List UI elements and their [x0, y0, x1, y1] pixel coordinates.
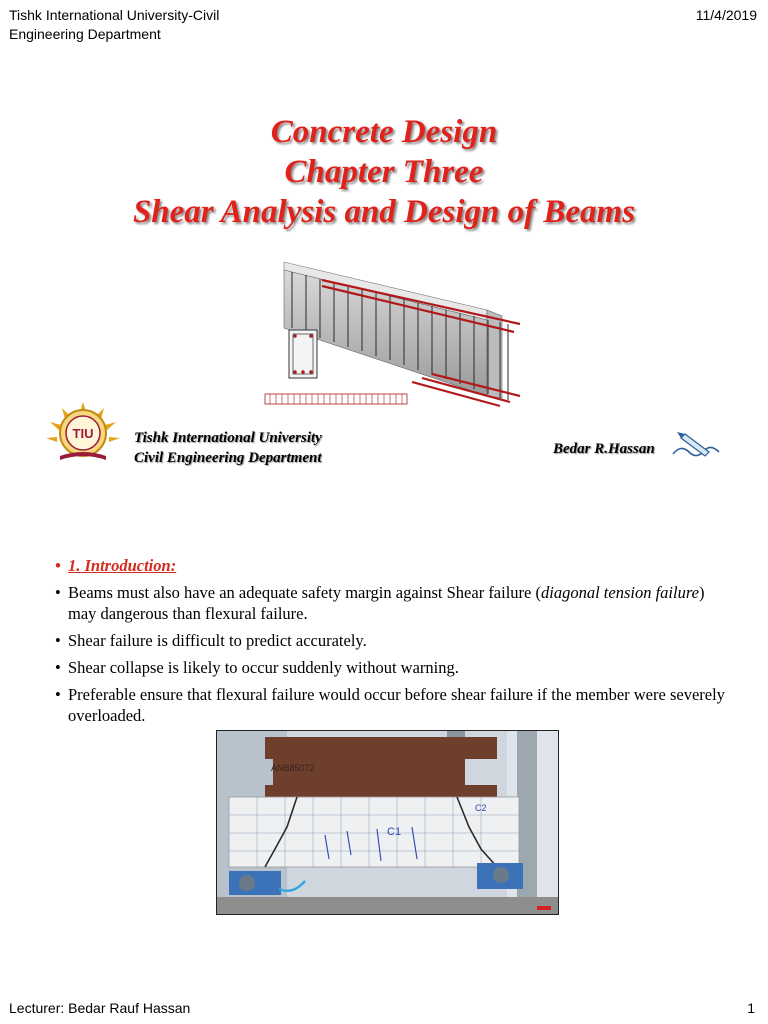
university-line1: Tishk International University: [134, 430, 322, 446]
bullet-item: • Beams must also have an adequate safety margin against Shear failure (diagonal tension failure) may dangerous than flexural failure.: [55, 582, 725, 624]
header-university-line1: Tishk International University-Civil: [9, 7, 220, 23]
svg-text:ANB85072: ANB85072: [271, 763, 315, 773]
title-line3: Shear Analysis and Design of Beams: [132, 194, 636, 230]
title-line2: Chapter Three: [284, 154, 484, 190]
bullet-item: • Shear collapse is likely to occur suddenly without warning.: [55, 657, 725, 678]
page-number: 1: [747, 1000, 755, 1016]
university-line2: Civil Engineering Department: [134, 450, 322, 466]
reinforced-beam-illustration: [262, 258, 522, 408]
svg-text:TIU: TIU: [72, 426, 94, 441]
author-name: Bedar R.Hassan: [553, 441, 655, 457]
bullet-item: • Shear failure is difficult to predict accurately.: [55, 630, 725, 651]
university-logo-icon: [46, 402, 120, 464]
header-date: 11/4/2019: [695, 7, 757, 23]
svg-text:C2: C2: [475, 803, 487, 813]
bullet-item: • Preferable ensure that flexural failure would occur before shear failure if the member were severely overloaded.: [55, 684, 725, 726]
title-line1: Concrete Design: [270, 114, 498, 150]
page-title: [0, 112, 768, 232]
section-heading: • 1. Introduction:: [55, 555, 725, 576]
header-university-line2: Engineering Department: [9, 26, 161, 42]
university-name: [134, 428, 322, 468]
introduction-section: [55, 555, 725, 732]
pen-signature-icon: [669, 430, 721, 462]
svg-text:C1: C1: [387, 826, 402, 838]
header-university: [9, 6, 219, 44]
footer-lecturer: Lecturer: Bedar Rauf Hassan: [9, 1000, 191, 1016]
beam-test-photo: [216, 730, 559, 915]
